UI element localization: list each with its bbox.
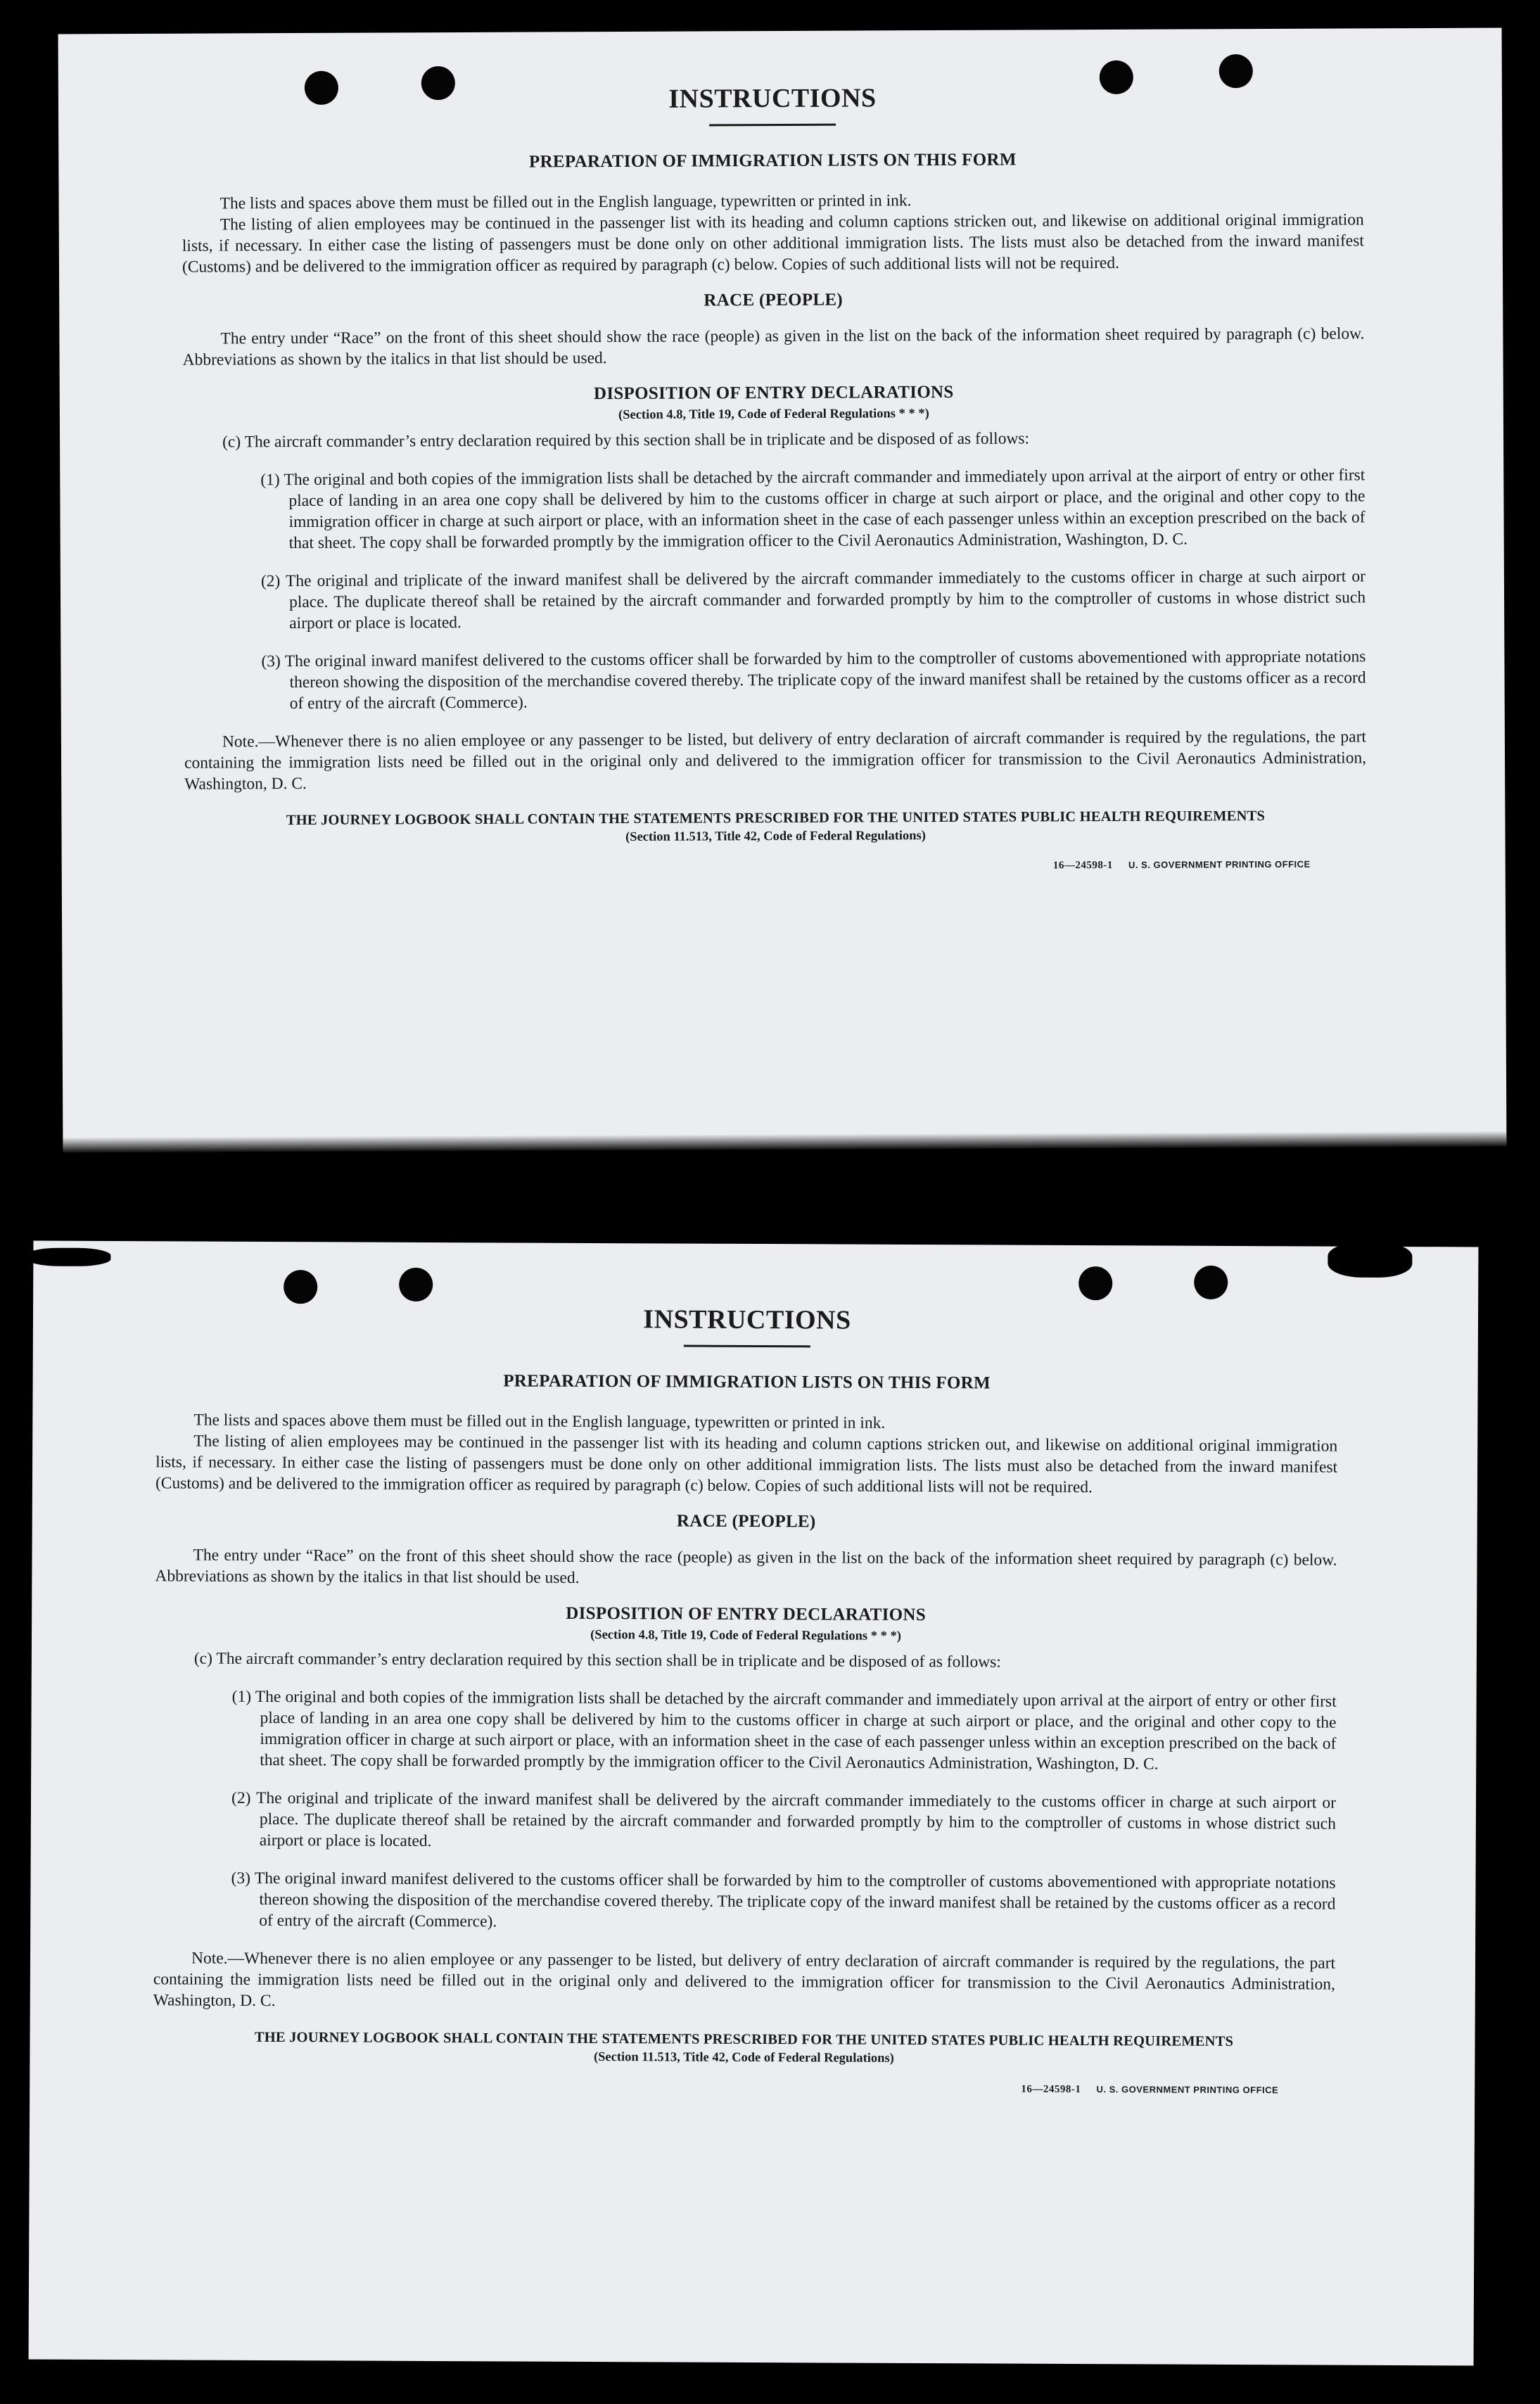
printer-code: 16—24598-1 (1021, 2083, 1081, 2096)
torn-corner (26, 1247, 110, 1266)
journey-citation: (Section 11.513, Title 42, Code of Federal Regulations) (625, 829, 926, 844)
torn-edge (63, 1131, 1506, 1156)
prep-heading: PREPARATION OF IMMIGRATION LISTS ON THIS FORM (528, 150, 1017, 172)
disposition-item-2: (2) The original and triplicate of the inward manifest shall be delivered by the aircraft commander immediately to the customs officer in charge at such airport or place. The duplicate thereof shall be retained by the aircraft commander and forwarded promptly by him to the comptroller of customs in whose district such airport or place is located. (260, 567, 1366, 633)
prep-paragraph-1: The lists and spaces above them must be filled out in the English language, typewritten or printed in ink. (193, 1411, 886, 1432)
disposition-item-1: (1) The original and both copies of the immigration lists shall be detached by the aircraft commander and immediately upon arrival at the airport of entry or other first place of landing in an area one copy shall be delivered by him to the customs officer in charge at such airport or place, and the original and other copy to the immigration officer in charge at such airport or place, with an information sheet in the case of each passenger unless within an exception prescribed on the back of that sheet. The copy shall be forwarded promptly by the immigration officer to the Civil Aeronautics Administration, Washington, D. C. (260, 466, 1366, 553)
printer-office: U. S. GOVERNMENT PRINTING OFFICE (1128, 858, 1311, 870)
journey-logbook-statement: THE JOURNEY LOGBOOK SHALL CONTAIN THE STATEMENTS PRESCRIBED FOR THE UNITED STATES PUBLIC HEALTH REQUIREMENTS (254, 2029, 1234, 2049)
disposition-heading: DISPOSITION OF ENTRY DECLARATIONS (593, 382, 954, 404)
prep-paragraph-1: The lists and spaces above them must be filled out in the English language, typewritten or printed in ink. (219, 191, 912, 213)
race-heading: RACE (PEOPLE) (676, 1511, 816, 1532)
disposition-item-3: (3) The original inward manifest delivered to the customs officer shall be forwarded by him to the comptroller of customs abovementioned with appropriate notations thereon showing the disposition of the merchandise covered thereby. The triplicate copy of the inward manifest shall be retained by the customs officer as a record of entry of the aircraft (Commerce). (231, 1869, 1336, 1931)
prep-paragraph-2: The listing of alien employees may be continued in the passenger list with its heading and column captions stricken out, and likewise on additional original immigration lists, if necessary. In either case the listing of passengers must be done only on other additional immigration lists. The lists must also be detached from the inward manifest (Customs) and be delivered to the immigration officer as required by paragraph (c) below. Copies of such additional lists will not be required. (155, 1432, 1338, 1497)
sheet-content (182, 80, 1367, 875)
punch-hole (399, 1268, 433, 1302)
journey-logbook-statement: THE JOURNEY LOGBOOK SHALL CONTAIN THE STATEMENTS PRESCRIBED FOR THE UNITED STATES PUBLIC HEALTH REQUIREMENTS (286, 808, 1266, 829)
race-paragraph: The entry under “Race” on the front of this sheet should show the race (people) as given in the list on the back of the information sheet required by paragraph (c) below. Abbreviations as shown by the italics in that list should be used. (155, 1546, 1337, 1587)
prep-heading: PREPARATION OF IMMIGRATION LISTS ON THIS FORM (503, 1371, 991, 1393)
race-paragraph: The entry under “Race” on the front of this sheet should show the race (people) as given in the list on the back of the information sheet required by paragraph (c) below. Abbreviations as shown by the italics in that list should be used. (182, 324, 1365, 369)
sheet-content (153, 1302, 1338, 2097)
title-rule (684, 1345, 810, 1348)
disposition-citation: (Section 4.8, Title 19, Code of Federal Regulations * * *) (590, 1627, 901, 1643)
title-rule (709, 124, 836, 127)
disposition-citation: (Section 4.8, Title 19, Code of Federal Regulations * * *) (618, 407, 929, 423)
punch-hole (284, 1270, 317, 1304)
printer-imprint (153, 2080, 1335, 2097)
printer-imprint (185, 858, 1367, 875)
printer-office: U. S. GOVERNMENT PRINTING OFFICE (1096, 2084, 1279, 2096)
torn-corner (1328, 1242, 1412, 1278)
page-title: INSTRUCTIONS (668, 83, 877, 114)
prep-paragraph-2: The listing of alien employees may be continued in the passenger list with its heading and column captions stricken out, and likewise on additional original immigration lists, if necessary. In either case the listing of passengers must be done only on other additional immigration lists. The lists must also be detached from the inward manifest (Customs) and be delivered to the immigration officer as required by paragraph (c) below. Copies of such additional lists will not be required. (182, 210, 1364, 276)
journey-citation: (Section 11.513, Title 42, Code of Federal Regulations) (593, 2050, 894, 2066)
race-heading: RACE (PEOPLE) (704, 290, 844, 310)
instruction-sheet-bottom (29, 1241, 1479, 2366)
disposition-item-2: (2) The original and triplicate of the inward manifest shall be delivered by the aircraft commander immediately to the customs officer in charge at such airport or place. The duplicate thereof shall be retained by the aircraft commander and forwarded promptly by him to the comptroller of customs in whose district such airport or place is located. (231, 1788, 1337, 1851)
punch-hole (1194, 1266, 1228, 1299)
instruction-sheet-top (58, 28, 1507, 1153)
note-paragraph: Note.—Whenever there is no alien employee or any passenger to be listed, but delivery of entry declaration of aircraft commander is required by the regulations, the part containing the immigration lists need be filled out in the original only and delivered to the immigration officer for transmission to the Civil Aeronautics Administration, Washington, D. C. (153, 1949, 1336, 2011)
punch-hole (1078, 1266, 1112, 1300)
disposition-item-1: (1) The original and both copies of the immigration lists shall be detached by the aircraft commander and immediately upon arrival at the airport of entry or other first place of landing in an area one copy shall be delivered by him to the customs officer in charge at such airport or place, and the original and other copy to the immigration officer in charge at such airport or place, with an information sheet in the case of each passenger unless within an exception prescribed on the back of that sheet. The copy shall be forwarded promptly by the immigration officer to the Civil Aeronautics Administration, Washington, D. C. (231, 1687, 1337, 1774)
note-paragraph: Note.—Whenever there is no alien employee or any passenger to be listed, but delivery of entry declaration of aircraft commander is required by the regulations, the part containing the immigration lists need be filled out in the original only and delivered to the immigration officer for transmission to the Civil Aeronautics Administration, Washington, D. C. (184, 727, 1367, 794)
printer-code: 16—24598-1 (1052, 859, 1113, 872)
disposition-item-3: (3) The original inward manifest delivered to the customs officer shall be forwarded by him to the comptroller of customs abovementioned with appropriate notations thereon showing the disposition of the merchandise covered thereby. The triplicate copy of the inward manifest shall be retained by the customs officer as a record of entry of the aircraft (Commerce). (261, 647, 1366, 713)
disposition-paragraph-c: (c) The aircraft commander’s entry declaration required by this section shall be in triplicate and be disposed of as follows: (193, 1649, 1001, 1672)
page-title: INSTRUCTIONS (643, 1304, 851, 1335)
disposition-paragraph-c: (c) The aircraft commander’s entry declaration required by this section shall be in triplicate and be disposed of as follows: (222, 429, 1030, 452)
disposition-heading: DISPOSITION OF ENTRY DECLARATIONS (566, 1603, 927, 1625)
